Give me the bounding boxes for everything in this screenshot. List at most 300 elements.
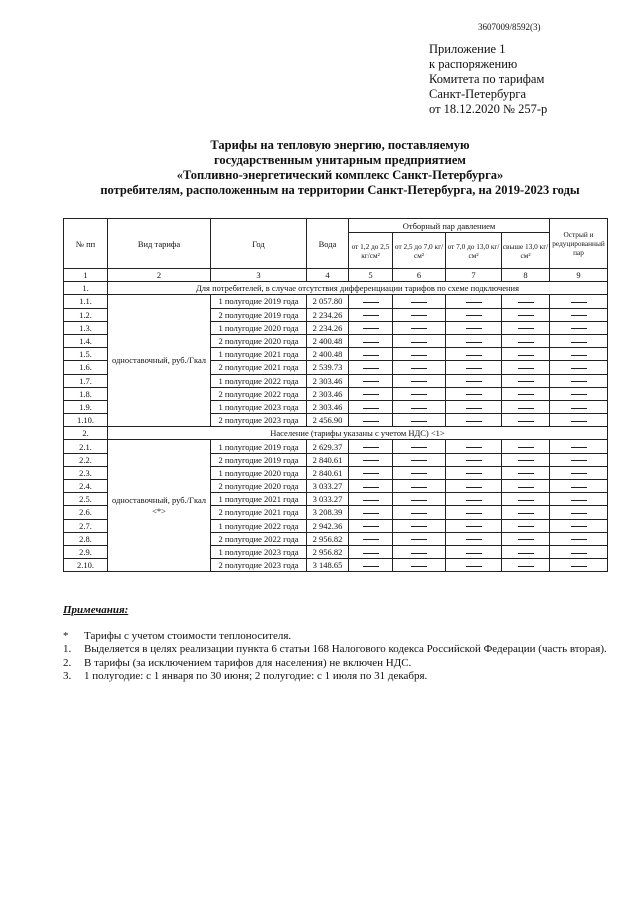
dash-mark [466, 342, 482, 343]
header-pressure-4: свыше 13,0 кг/см² [502, 233, 550, 269]
empty-tariff-cell [349, 361, 393, 374]
water-tariff: 3 033.27 [307, 493, 349, 506]
row-number: 2.9. [64, 545, 108, 558]
empty-tariff-cell [550, 493, 608, 506]
header-pressure-1: от 1,2 до 2,5 кг/см² [349, 233, 393, 269]
empty-tariff-cell [502, 295, 550, 308]
empty-tariff-cell [393, 374, 446, 387]
empty-tariff-cell [446, 440, 502, 453]
dash-mark [571, 342, 587, 343]
empty-tariff-cell [502, 453, 550, 466]
note-text: В тарифы (за исключением тарифов для населения) не включен НДС. [84, 656, 412, 669]
dash-mark [571, 355, 587, 356]
dash-mark [466, 421, 482, 422]
group-title: Для потребителей, в случае отсутствия дифференциации тарифов по схеме подключения [108, 282, 608, 295]
group-row [64, 427, 608, 440]
empty-tariff-cell [502, 400, 550, 413]
row-number: 2.1. [64, 440, 108, 453]
empty-tariff-cell [393, 453, 446, 466]
appendix-line: Комитета по тарифам [429, 72, 545, 86]
dash-mark [466, 447, 482, 448]
dash-mark [518, 553, 534, 554]
dash-mark [571, 328, 587, 329]
empty-tariff-cell [550, 545, 608, 558]
title-line: «Топливно-энергетический комплекс Санкт-Петербурга» [176, 168, 504, 182]
appendix-line: к распоряжению [429, 57, 518, 71]
water-tariff: 2 629.37 [307, 440, 349, 453]
empty-tariff-cell [393, 532, 446, 545]
tariff-table-body [64, 282, 608, 572]
dash-mark [466, 460, 482, 461]
dash-mark [571, 381, 587, 382]
dash-mark [518, 342, 534, 343]
dash-mark [571, 408, 587, 409]
empty-tariff-cell [393, 559, 446, 572]
dash-mark [571, 500, 587, 501]
note-mark: * [63, 630, 69, 642]
row-number: 1.2. [64, 308, 108, 321]
col-number: 2 [108, 269, 211, 282]
empty-tariff-cell [349, 480, 393, 493]
empty-tariff-cell [349, 374, 393, 387]
note-text: Выделяется в целях реализации пункта 6 статьи 168 Налогового кодекса Российской Федерации (часть вторая). [84, 643, 607, 656]
col-number: 7 [446, 269, 502, 282]
water-tariff: 2 057.80 [307, 295, 349, 308]
note-item [63, 630, 607, 643]
water-tariff: 2 840.61 [307, 466, 349, 479]
title-line: потребителям, расположенным на территории Санкт-Петербурга, на 2019-2023 годы [100, 183, 580, 197]
empty-tariff-cell [550, 440, 608, 453]
table-row [64, 440, 608, 453]
note-mark: 1. [63, 643, 72, 656]
empty-tariff-cell [393, 466, 446, 479]
row-number: 1.1. [64, 295, 108, 308]
title-line: государственным унитарным предприятием [214, 153, 466, 167]
dash-mark [363, 394, 379, 395]
empty-tariff-cell [550, 506, 608, 519]
dash-mark [518, 460, 534, 461]
empty-tariff-cell [502, 480, 550, 493]
dash-mark [518, 394, 534, 395]
notes-section [63, 604, 607, 684]
dash-mark [363, 553, 379, 554]
dash-mark [518, 473, 534, 474]
empty-tariff-cell [393, 440, 446, 453]
dash-mark [571, 526, 587, 527]
dash-mark [518, 355, 534, 356]
dash-mark [571, 368, 587, 369]
dash-mark [411, 328, 427, 329]
dash-mark [411, 302, 427, 303]
empty-tariff-cell [502, 374, 550, 387]
note-text: 1 полугодие: с 1 января по 30 июня; 2 полугодие: с 1 июля по 31 декабря. [84, 670, 428, 683]
empty-tariff-cell [393, 321, 446, 334]
empty-tariff-cell [393, 414, 446, 427]
dash-mark [466, 381, 482, 382]
water-tariff: 3 148.65 [307, 559, 349, 572]
empty-tariff-cell [393, 480, 446, 493]
dash-mark [363, 355, 379, 356]
dash-mark [411, 447, 427, 448]
dash-mark [518, 328, 534, 329]
dash-mark [411, 553, 427, 554]
dash-mark [466, 315, 482, 316]
column-numbers-row [64, 269, 608, 282]
dash-mark [363, 315, 379, 316]
col-number: 4 [307, 269, 349, 282]
period-cell: 1 полугодие 2022 года [211, 374, 307, 387]
dash-mark [571, 315, 587, 316]
tariff-type: одноставочный, руб./Гкал [108, 295, 211, 427]
water-tariff: 2 303.46 [307, 400, 349, 413]
period-cell: 1 полугодие 2019 года [211, 295, 307, 308]
dash-mark [363, 539, 379, 540]
dash-mark [518, 421, 534, 422]
empty-tariff-cell [502, 519, 550, 532]
empty-tariff-cell [446, 334, 502, 347]
dash-mark [363, 473, 379, 474]
water-tariff: 3 033.27 [307, 480, 349, 493]
dash-mark [571, 487, 587, 488]
row-number: 2.5. [64, 493, 108, 506]
col-number: 5 [349, 269, 393, 282]
period-cell: 1 полугодие 2023 года [211, 545, 307, 558]
empty-tariff-cell [393, 387, 446, 400]
empty-tariff-cell [550, 374, 608, 387]
dash-mark [518, 513, 534, 514]
dash-mark [466, 328, 482, 329]
row-number: 2.7. [64, 519, 108, 532]
col-number: 8 [502, 269, 550, 282]
empty-tariff-cell [550, 321, 608, 334]
dash-mark [363, 500, 379, 501]
empty-tariff-cell [349, 295, 393, 308]
dash-mark [363, 302, 379, 303]
water-tariff: 2 456.90 [307, 414, 349, 427]
note-item [63, 670, 607, 683]
row-number: 2.4. [64, 480, 108, 493]
water-tariff: 2 234.26 [307, 321, 349, 334]
dash-mark [363, 381, 379, 382]
empty-tariff-cell [446, 414, 502, 427]
note-item [63, 643, 607, 656]
dash-mark [363, 487, 379, 488]
water-tariff: 2 400.48 [307, 334, 349, 347]
empty-tariff-cell [446, 493, 502, 506]
note-text: Тарифы с учетом стоимости теплоносителя. [84, 630, 292, 642]
empty-tariff-cell [502, 387, 550, 400]
dash-mark [571, 473, 587, 474]
dash-mark [411, 342, 427, 343]
dash-mark [571, 394, 587, 395]
dash-mark [363, 421, 379, 422]
period-cell: 1 полугодие 2023 года [211, 400, 307, 413]
empty-tariff-cell [349, 440, 393, 453]
empty-tariff-cell [393, 361, 446, 374]
empty-tariff-cell [446, 361, 502, 374]
empty-tariff-cell [446, 308, 502, 321]
dash-mark [411, 513, 427, 514]
header-pressure-3: от 7,0 до 13,0 кг/см² [446, 233, 502, 269]
dash-mark [363, 368, 379, 369]
empty-tariff-cell [349, 493, 393, 506]
col-number: 9 [550, 269, 608, 282]
empty-tariff-cell [446, 506, 502, 519]
dash-mark [571, 421, 587, 422]
period-cell: 2 полугодие 2020 года [211, 480, 307, 493]
empty-tariff-cell [446, 400, 502, 413]
dash-mark [411, 460, 427, 461]
dash-mark [411, 408, 427, 409]
dash-mark [518, 447, 534, 448]
dash-mark [518, 526, 534, 527]
water-tariff: 2 400.48 [307, 348, 349, 361]
row-number: 2.2. [64, 453, 108, 466]
empty-tariff-cell [349, 387, 393, 400]
dash-mark [518, 368, 534, 369]
note-item [63, 657, 607, 670]
period-cell: 2 полугодие 2020 года [211, 334, 307, 347]
empty-tariff-cell [349, 308, 393, 321]
header-pressure-2: от 2,5 до 7,0 кг/см² [393, 233, 446, 269]
dash-mark [363, 526, 379, 527]
empty-tariff-cell [393, 308, 446, 321]
empty-tariff-cell [550, 480, 608, 493]
period-cell: 1 полугодие 2020 года [211, 321, 307, 334]
empty-tariff-cell [349, 532, 393, 545]
period-cell: 1 полугодие 2021 года [211, 348, 307, 361]
header-type: Вид тарифа [108, 219, 211, 269]
empty-tariff-cell [446, 559, 502, 572]
row-number: 2.3. [64, 466, 108, 479]
dash-mark [518, 566, 534, 567]
col-number: 6 [393, 269, 446, 282]
water-tariff: 2 234.26 [307, 308, 349, 321]
empty-tariff-cell [550, 361, 608, 374]
dash-mark [466, 500, 482, 501]
empty-tariff-cell [550, 532, 608, 545]
empty-tariff-cell [446, 532, 502, 545]
dash-mark [518, 381, 534, 382]
empty-tariff-cell [446, 348, 502, 361]
dash-mark [571, 302, 587, 303]
row-number: 1.10. [64, 414, 108, 427]
empty-tariff-cell [446, 545, 502, 558]
empty-tariff-cell [349, 400, 393, 413]
dash-mark [363, 328, 379, 329]
empty-tariff-cell [393, 545, 446, 558]
empty-tariff-cell [550, 466, 608, 479]
title-line: Тарифы на тепловую энергию, поставляемую [210, 138, 470, 152]
empty-tariff-cell [550, 387, 608, 400]
empty-tariff-cell [393, 295, 446, 308]
empty-tariff-cell [393, 519, 446, 532]
header-steam-group: Отборный пар давлением [349, 219, 550, 233]
empty-tariff-cell [446, 519, 502, 532]
water-tariff: 2 303.46 [307, 374, 349, 387]
empty-tariff-cell [502, 308, 550, 321]
appendix-line: от 18.12.2020 № 257-р [429, 102, 548, 116]
empty-tariff-cell [446, 480, 502, 493]
dash-mark [466, 368, 482, 369]
dash-mark [411, 421, 427, 422]
empty-tariff-cell [393, 400, 446, 413]
header-num: № пп [64, 219, 108, 269]
empty-tariff-cell [349, 545, 393, 558]
dash-mark [411, 526, 427, 527]
water-tariff: 2 956.82 [307, 532, 349, 545]
dash-mark [411, 315, 427, 316]
dash-mark [518, 408, 534, 409]
empty-tariff-cell [550, 295, 608, 308]
water-tariff: 2 539.73 [307, 361, 349, 374]
empty-tariff-cell [502, 361, 550, 374]
row-number: 1.8. [64, 387, 108, 400]
empty-tariff-cell [502, 440, 550, 453]
dash-mark [466, 487, 482, 488]
appendix-block [429, 42, 547, 117]
dash-mark [363, 513, 379, 514]
empty-tariff-cell [446, 374, 502, 387]
tariff-type: одноставочный, руб./Гкал <*> [108, 440, 211, 572]
empty-tariff-cell [502, 414, 550, 427]
empty-tariff-cell [393, 348, 446, 361]
tariff-table [63, 218, 608, 572]
dash-mark [363, 342, 379, 343]
dash-mark [466, 302, 482, 303]
row-number: 1.3. [64, 321, 108, 334]
period-cell: 2 полугодие 2019 года [211, 453, 307, 466]
empty-tariff-cell [446, 321, 502, 334]
empty-tariff-cell [349, 334, 393, 347]
row-number: 2.8. [64, 532, 108, 545]
water-tariff: 2 942.36 [307, 519, 349, 532]
period-cell: 1 полугодие 2019 года [211, 440, 307, 453]
dash-mark [466, 473, 482, 474]
notes-title: Примечания: [63, 604, 129, 616]
note-mark: 3. [63, 670, 72, 683]
row-number: 2.6. [64, 506, 108, 519]
water-tariff: 2 303.46 [307, 387, 349, 400]
row-number: 1.9. [64, 400, 108, 413]
empty-tariff-cell [393, 506, 446, 519]
dash-mark [411, 487, 427, 488]
dash-mark [518, 315, 534, 316]
col-number: 3 [211, 269, 307, 282]
dash-mark [363, 408, 379, 409]
empty-tariff-cell [349, 559, 393, 572]
empty-tariff-cell [446, 295, 502, 308]
dash-mark [466, 408, 482, 409]
empty-tariff-cell [502, 348, 550, 361]
row-number: 1.6. [64, 361, 108, 374]
dash-mark [571, 460, 587, 461]
dash-mark [518, 487, 534, 488]
empty-tariff-cell [550, 519, 608, 532]
header-year: Год [211, 219, 307, 269]
dash-mark [466, 355, 482, 356]
dash-mark [518, 539, 534, 540]
water-tariff: 2 840.61 [307, 453, 349, 466]
period-cell: 2 полугодие 2019 года [211, 308, 307, 321]
group-title: Население (тарифы указаны с учетом НДС) <1> [108, 427, 608, 440]
appendix-line: Приложение 1 [429, 42, 506, 56]
dash-mark [571, 539, 587, 540]
row-number: 1.5. [64, 348, 108, 361]
group-number: 2. [64, 427, 108, 440]
period-cell: 1 полугодие 2020 года [211, 466, 307, 479]
dash-mark [411, 539, 427, 540]
period-cell: 2 полугодие 2023 года [211, 559, 307, 572]
empty-tariff-cell [502, 466, 550, 479]
dash-mark [411, 566, 427, 567]
dash-mark [466, 566, 482, 567]
empty-tariff-cell [349, 414, 393, 427]
dash-mark [411, 473, 427, 474]
header-live-steam: Острый и редуцированный пар [550, 219, 608, 269]
empty-tariff-cell [550, 559, 608, 572]
period-cell: 1 полугодие 2021 года [211, 493, 307, 506]
dash-mark [466, 553, 482, 554]
header-water: Вода [307, 219, 349, 269]
empty-tariff-cell [502, 506, 550, 519]
dash-mark [411, 394, 427, 395]
dash-mark [571, 566, 587, 567]
empty-tariff-cell [393, 334, 446, 347]
empty-tariff-cell [349, 519, 393, 532]
appendix-line: Санкт-Петербурга [429, 87, 527, 101]
empty-tariff-cell [550, 348, 608, 361]
period-cell: 2 полугодие 2021 года [211, 361, 307, 374]
dash-mark [411, 381, 427, 382]
row-number: 1.7. [64, 374, 108, 387]
dash-mark [466, 394, 482, 395]
dash-mark [363, 460, 379, 461]
empty-tariff-cell [393, 493, 446, 506]
empty-tariff-cell [349, 348, 393, 361]
dash-mark [571, 447, 587, 448]
empty-tariff-cell [550, 308, 608, 321]
dash-mark [363, 447, 379, 448]
empty-tariff-cell [550, 334, 608, 347]
period-cell: 2 полугодие 2023 года [211, 414, 307, 427]
water-tariff: 3 208.39 [307, 506, 349, 519]
empty-tariff-cell [550, 414, 608, 427]
empty-tariff-cell [349, 466, 393, 479]
empty-tariff-cell [502, 334, 550, 347]
period-cell: 1 полугодие 2022 года [211, 519, 307, 532]
period-cell: 2 полугодие 2022 года [211, 532, 307, 545]
empty-tariff-cell [446, 453, 502, 466]
dash-mark [466, 526, 482, 527]
empty-tariff-cell [349, 453, 393, 466]
dash-mark [411, 355, 427, 356]
empty-tariff-cell [446, 466, 502, 479]
dash-mark [466, 539, 482, 540]
dash-mark [466, 513, 482, 514]
empty-tariff-cell [502, 321, 550, 334]
empty-tariff-cell [349, 506, 393, 519]
dash-mark [518, 500, 534, 501]
empty-tariff-cell [502, 532, 550, 545]
document-number: 3607009/8592(3) [478, 22, 541, 32]
document-title [60, 138, 620, 198]
period-cell: 2 полугодие 2021 года [211, 506, 307, 519]
dash-mark [571, 513, 587, 514]
water-tariff: 2 956.82 [307, 545, 349, 558]
dash-mark [411, 368, 427, 369]
row-number: 2.10. [64, 559, 108, 572]
